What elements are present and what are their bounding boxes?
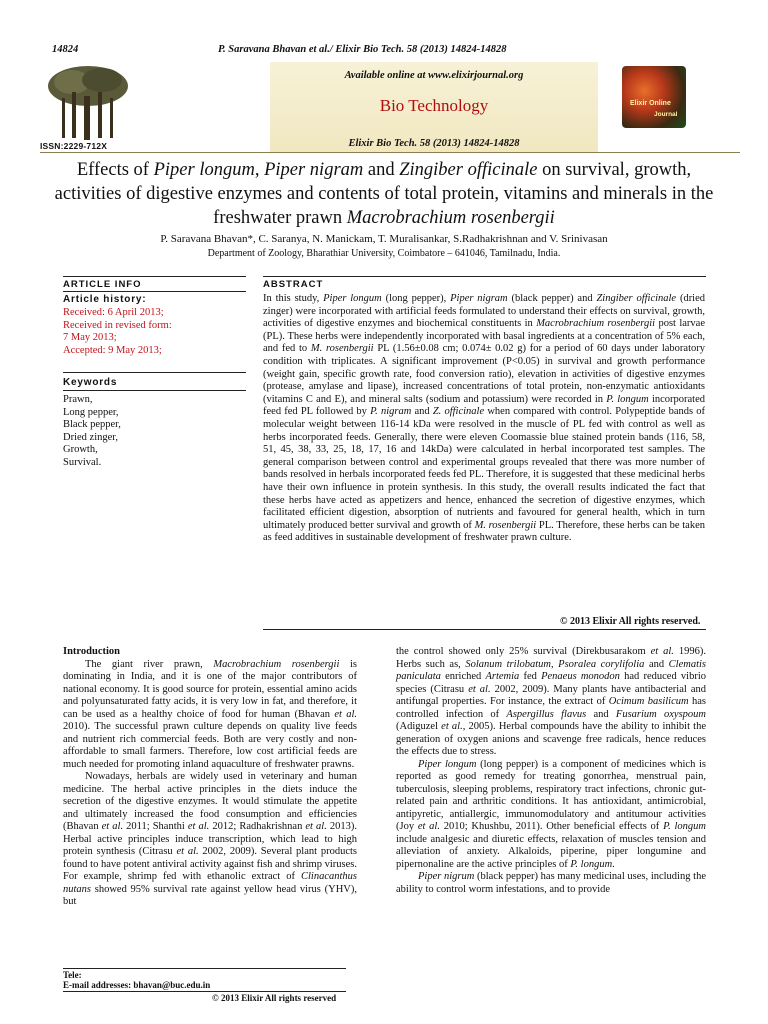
keywords-heading: Keywords — [63, 377, 118, 388]
introduction-heading: Introduction — [63, 646, 120, 657]
body-paragraph: the control showed only 25% survival (Direkbusarakom et al. 1996). Herbs such as, Solanum trilobatum, Psoralea corylifolia and Clematis paniculata enriched Artemia fed Penaeus monodon had reduced vibrio species (Citrasu et al. 2002, 2009). Many plants have antibacterial and antifungal properties. For instance, the extract of Ocimum basilicum has controlled infection of Aspergillus flavus and Fusarium oxyspoum (Adiguzel et al., 2005). Herbal compounds have the ability to inhibit the generation of oxygen anions and scavenge free radicals, hence reduces the effects due to stress. — [396, 646, 707, 757]
logo-text-2: Journal — [654, 111, 678, 118]
article-info-top-rule — [63, 276, 246, 277]
body-paragraph: Piper longum (long pepper) is a component of medicines which is reported as good remedy for treating gonorrhea, menstrual pain, tuberculosis, sleeping problems, respiratory tract infections, chronic gut-related pain and arthritic conditions. It has antioxidant, antimicrobial, antipyretic, antiallergic, immunomodulatory and antitumour activities (Joy et al. 2010; Khushbu, 2011). Other beneficial effects of P. longum include analgesic and diuretic effects, relaxation of muscles tension and alleviation of anxiety. Alkaloids, piperine, piper longumine and pipernonaline are the active principles of P. longum. — [396, 758, 707, 870]
body-column-right — [396, 646, 706, 896]
keyword-item: Black pepper, — [63, 419, 121, 430]
issn-label: ISSN:2229-712X — [40, 141, 108, 151]
history-line: 7 May 2013; — [63, 332, 117, 343]
footnote-email: E-mail addresses: bhavan@buc.edu.in — [63, 980, 211, 990]
page-number: 14824 — [52, 44, 79, 55]
abstract-body: In this study, Piper longum (long pepper), Piper nigram (black pepper) and Zingiber officinale (dried zinger) were incorporated with artificial feeds formulated to understand their effects on survival, growth, activities of digestive enzymes and biochemical constituents in Macrobrachium rosenbergii post larvae (PL). These herbs were independently incorporated with basal ingredients at a concentration of 5% each, and fed to M. rosenbergii PL (1.56±0.08 cm; 0.074± 0.02 g) for a period of 60 days under laboratory condition with triplicates. A significant improvement (P<0.05) in survival and growth performance (weight gain, specific growth rate, food conversion ratio), elevation in activities of digestive enzymes (protease, amylase and lipase), increased concentrations of total protein, non-enzymatic antioxidants (vitamins C and E), and mineral salts (sodium and potassium) were recorded in P. longum incorporated feed fed PL followed by P. nigram and Z. officinale when compared with control. Polypeptide bands of molecular weight between 116-14 kDa were resolved in the muscle of PL fed with control as well as herbs incorporated feeds. Generally, there were eleven Coomassie blue stained protein bands (116, 58, 51, 45, 38, 33, 25, 18, 17, 16 and 14kDa) were calculated in herbal incorporated test samples. The general comparison between control and experimental groups revealed that there was more number of bands resolved in herbals incorporated feeds fed PL. Therefore, it is suggested that these medicinal herbs have their own influence in protein synthesis. In this study, the overall results indicated the fact that these herbs have acted as appetizers and hence, enhanced the secretion of digestive enzymes, which facilitated efficient digestion, absorption of nutrients and favoured for general health, which in turn ultimately produced better survival and growth of M. rosenbergii PL. Therefore, these herbs can be taken as feed additives in sustainable development of freshwater prawn culture. — [263, 293, 706, 544]
abstract-top-rule — [263, 276, 706, 277]
running-citation: P. Saravana Bhavan et al./ Elixir Bio Tech. 58 (2013) 14824-14828 — [218, 44, 507, 55]
footnote-rule — [63, 968, 346, 969]
article-info-heading: ARTICLE INFO — [63, 279, 142, 290]
footnote-rule-2 — [63, 991, 346, 992]
banner-divider — [40, 152, 740, 153]
logo-text-1: Elixir Online — [630, 100, 671, 107]
volume-line: Elixir Bio Tech. 58 (2013) 14824-14828 — [348, 138, 520, 149]
history-line: Accepted: 9 May 2013; — [63, 344, 162, 356]
history-line: Received in revised form: — [63, 319, 172, 331]
affiliation: Department of Zoology, Bharathiar University, Coimbatore – 641046, Tamilnadu, India. — [207, 248, 561, 259]
abstract-bottom-rule — [263, 629, 706, 630]
body-paragraph: Piper nigrum (black pepper) has many medicinal uses, including the ability to control worm infestations, and to provide — [396, 871, 706, 895]
body-paragraph: Nowadays, herbals are widely used in veterinary and human medicine. The herbal active principles in the diets induce the secretion of the digestive enzymes. It would stimulate the appetite and ultimately increased the food consumption and efficiencies (Bhavan et al. 2011; Shanthi et al. 2012; Radhakrishnan et al. 2013). Herbal active principles induce transcription, which lead to high protein synthesis (Citrasu et al. 2002, 2009). Several plant products found to have potent antiviral activity against fish and shrimp viruses. For example, shrimp fed with ethanolic extract of Clinacanthus nutans showed 95% survival rate against yellow head virus (YHV), but — [63, 771, 358, 907]
abstract-heading: ABSTRACT — [263, 279, 324, 290]
footnote-tele: Tele: — [63, 970, 82, 980]
body-paragraph: The giant river prawn, Macrobrachium rosenbergii is dominating in India, and it is one of the major contributors of national economy. It is good source for protein, essential amino acids and polyunsaturated fatty acids, it is very low in fat, and therefore, it can be used as a healthy choice of food for human (Bhavan et al. 2010). The successful prawn culture depends on quality live feeds and nutrient rich commercial feeds. Both are very costly and non-affordable to small farmers. Therefore, low cost artificial feeds are much needed for promoting inland aquaculture of freshwater prawns. — [63, 658, 357, 770]
elixir-journal-logo-icon — [622, 66, 686, 128]
footnote-copyright: © 2013 Elixir All rights reserved — [212, 993, 337, 1003]
keyword-item: Growth, — [63, 444, 98, 455]
availability-line: Available online at www.elixirjournal.org — [344, 70, 524, 81]
history-line: Received: 6 April 2013; — [63, 307, 164, 318]
keywords-top-rule — [63, 372, 246, 373]
tree-logo-icon — [42, 62, 134, 144]
author-list: P. Saravana Bhavan*, C. Saranya, N. Manickam, T. Muralisankar, S.Radhakrishnan and V. Srinivasan — [160, 233, 608, 245]
keyword-item: Long pepper, — [63, 406, 119, 418]
keyword-item: Survival. — [63, 456, 102, 468]
body-column-left — [63, 646, 357, 909]
abstract-copyright: © 2013 Elixir All rights reserved. — [560, 616, 701, 627]
keywords-rule — [63, 390, 246, 391]
journal-name: Bio Technology — [379, 96, 489, 115]
article-history-list — [63, 307, 172, 357]
article-history-heading: Article history: — [63, 294, 147, 305]
keyword-item: Prawn, — [63, 394, 93, 405]
paper-title: Effects of Piper longum, Piper nigram and Zingiber officinale on survival, growth, activities of digestive enzymes and contents of total protein, vitamins and minerals in the freshwater prawn Macrobrachium rosenbergii — [54, 160, 714, 228]
article-info-rule — [63, 291, 246, 292]
keyword-item: Dried zinger, — [63, 431, 118, 443]
keywords-list — [63, 394, 121, 469]
